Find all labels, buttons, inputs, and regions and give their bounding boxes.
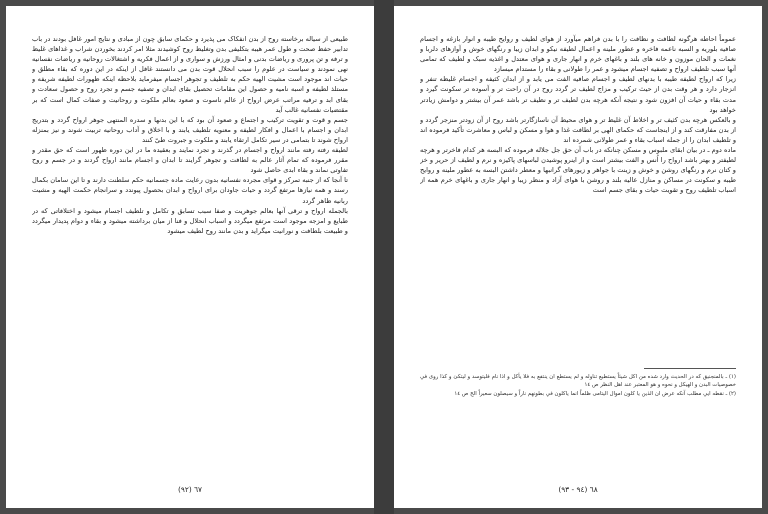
left-paragraph-5: بالجمله ارواح و ترقی آنها بعالم جوهریت و صفا سبب تسابق و تکامل و تلطیف اجسام میشود و اختلافاتی که در طبایع و امزجه موجود است مرتفع میگردد و اسباب انحلال و فنا از میان برداشته میشود و بقاء و دوام پدیدار میگردد و طبیعت بلطافت و نورانیت میگراید و بدن مانند روح لطیف میشود bbox=[32, 206, 348, 235]
footnote-2: (٢) ـ نقطه ایي مطلب آنکه عرض ان الذین یا کلون اموال الیتامی ظلماً انما یاکلون في بطونهم ناراً و سیصلون سعیراً الخ ص ١٤ bbox=[454, 391, 736, 397]
right-paragraph-2: زیرا که ارواح لطیفه طیبه با بدنهای لطیف و اجسام صافیه الفت می یابد و از ابدان کثیفه و اجسام غلیظه تنفر و انزجار دارد و هر وقت بدن از حیث ترکیب و مزاج لطیف تر گردد روح در آن راحت تر و آسوده تر سکونت گیرد و مدت بقاء و حیات آن افزون شود و نتیجه آنکه هرچه بدن لطیف تر و نظیف تر باشد عمر آن بیشتر و دوامش زیادتر خواهد بود bbox=[420, 75, 736, 114]
left-paragraph-3: لطیفه رفته رفته مانند ارواح و اجسام در گذرند و تجرد نمایند و بعقیده ما در این دوره ظهور است که حق مقدر و مقرر فرموده که تمام آثار عالم به لطافت و تجوهر گرایند تا ابدان و اجسام مانند ارواح گردند و در جسم و روح تفاوتی نماند و بقاء ابدی حاصل شود bbox=[32, 146, 348, 175]
left-paragraph-1: طبیعی از سیاله برخاسته روح از بدن انفکاک می پذیرد و حکمای سابق چون از مبادی و نتایج امور غافل بودند در باب تدابیر حفظ صحت و طول عمر هیبه بتکلیفی بدن وتغلیظ روح کوشیدند مثلا امر کردند بخوردن شراب و غذاهای غلیظ و ترفه و تن پروری و ریاضات بدنی و امثال ورزش و سواری و از اعمال فکریه و اشتغالات روحانیه و ریاضات نفسانیه نهی نمودند و سیاست در علوم را سبب انحلال قوت بدن می دانستند غافل از اینکه در این دوره که بقاء مطلق و حیات اند موجود است مشیت الهیه حکم به تلطیف و تجوهر اجسام میفرماید بلاحظه اینکه ظهورات لطیفه شریفه و مستلذ لطیفه و اسبه نامیه و حصول این مقامات تحصیل بقای ابدان و تصفیه جسم و تجرد روح و حصول سعادت و بقای ابد و ترفیه مراتب عرض ارواح از عالم ناسوت و صعود بعالم ملکوت و روحانیت و صفات کمال است که بر مقتضیات نفسانیه غالب آید bbox=[32, 35, 348, 114]
left-paragraph-2: جسم و قوت و تقویت ترکیب و اجتماع و صعود آن بود که با این بدنها و سدره المنتهی جوهر ارواح گردد و بتدریج ابدان و اجسام با اعمال و افکار لطیفه و معنویه تلطیف یابند و با اخلاق و آداب روحانیه تربیت شوند و نیز بمنزله ارواح شوند تا بتمامی در سیر تکامل ارتقاء یابند و ملکوت و جبروت طیّ کنند bbox=[32, 115, 348, 144]
footnote-1: (١) ـ بالمنجنیق که در الحدیث وارد شده من اکل شیئاً یستطیع تناوله و لم یستطع ان ینتفع به فلا یأکل و اذا نام فلیتوسد و لیتکئ و کذا روی في خصوصیات البدن و الهیکل و نحوه و هو المعتبر عند اهل النظر ص ١٤ bbox=[420, 374, 736, 388]
right-page-body bbox=[420, 34, 736, 364]
left-paragraph-4: تا آنجا که از جنبه تمرکز و قوای مجرده نفسانیه بدون رعایت ماده جسمانیه حکم سلطنت دارند و تا این سامان بکمال رسند و همه نیازها مرتفع گردد و حیات جاودان برای ارواح و ابدان بحصول پیوندد و سرانجام حکمت الهیه و مشیت ربانیه ظاهر گردد bbox=[32, 176, 348, 205]
footnotes bbox=[420, 373, 736, 398]
left-page bbox=[6, 6, 374, 508]
left-page-number: (٩٢) ٦٧ bbox=[177, 485, 203, 494]
book-gutter bbox=[374, 0, 394, 514]
right-page-number: ٦٨ (٩٤ - ٩٣) bbox=[558, 485, 598, 494]
right-paragraph-1: عموماً احاطه هرگونه لطافت و نظافت را با بدن فراهم میآورد از هوای لطیف و روایح طیبه و انوار بازغه و اجسام صافیه بلوریه و السبه ناعمه فاخره و عطور ملینه و اعمال لطیفه نیکو و ابدان زیبا و رنگهای خوش و آوازهای دلربا و نغمات و الحان موزون و خانه های بلند و باغهای خرم و انهار جاری و هوای معتدل و اغذیه سبک و لطیف که تمامی آنها سبب تلطیف ارواح و تصفیه اجسام میشود و عمر را طولانی و بقاء را مستدام میسازد bbox=[420, 35, 736, 74]
footnote-divider bbox=[644, 368, 736, 369]
right-paragraph-3: و بالعکس هرچه بدن کثیف تر و اخلاط آن غلیظ تر و هوای محیط آن ناسازگارتر باشد روح از آن زودتر منزجر گردد و از بدن مفارقت کند و از اینجاست که حکمای الهی بر لطافت غذا و هوا و مسکن و لباس و معاشرت تأکید فرموده اند و تلطیف ابدان را از جمله اسباب بقاء و عمر طولانی شمرده اند bbox=[420, 115, 736, 144]
left-page-body bbox=[32, 34, 348, 391]
right-paragraph-4: ماده دوم ـ در بیان ابقای ملبوس و مسکن چنانکه در باب آن حق جل جلاله فرموده که البسه هر کدام فاخرتر و هرچه لطیفتر و بهتر باشد ارواح را اُنس و الفت بیشتر است و از اینرو پوشیدن لباسهای پاکیزه و نرم و لطیف از حریر و خز و کتان نرم و رنگهای روشن و خوش و زینت با جواهر و زیورهای گرانبها و معطر داشتن البسه به عطور ملینه و روایح طیبه و سکونت در مساکن و منازل عالیه بلند و روشن با هوای آزاد و منظر زیبا و انهار جاری و باغهای خرم همه از اسباب تلطیف روح و تقویت حیات و بقای جسم است bbox=[420, 146, 736, 195]
right-page bbox=[394, 6, 762, 508]
